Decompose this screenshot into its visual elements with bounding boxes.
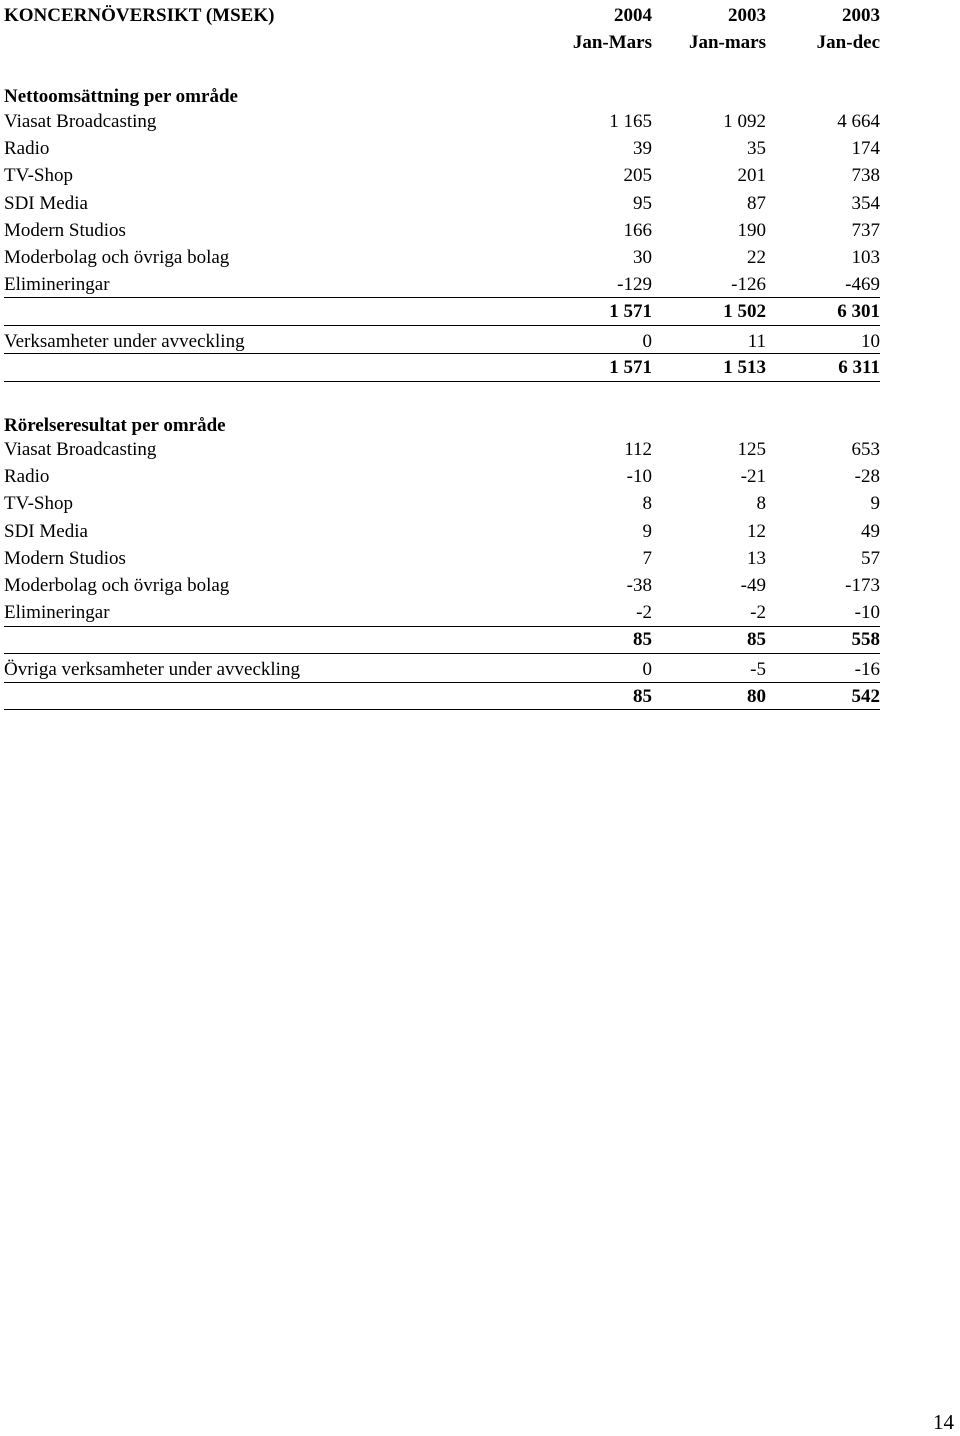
row-value-v3: 738: [851, 165, 880, 187]
table-row: [4, 599, 880, 626]
row-value-v1: 95: [633, 192, 652, 214]
operating-result-total-row: 85 80 542: [633, 686, 880, 707]
row-value-v2: -126: [731, 274, 766, 296]
col3-year: 2003: [842, 5, 880, 26]
row-value-v1: 7: [642, 547, 652, 569]
row-label: Modern Studios: [4, 219, 126, 241]
row-value-v1: -2: [636, 602, 652, 624]
row-label: Radio: [4, 138, 50, 160]
row-value-v2: 201: [737, 165, 766, 187]
row-value-v3: 57: [861, 547, 880, 569]
table-row: [4, 244, 880, 271]
table-row: [4, 436, 880, 463]
divider: [4, 653, 880, 654]
col1-period: Jan-Mars: [572, 32, 652, 53]
row-value-v1: 112: [624, 439, 652, 460]
row-value-v2: 87: [747, 192, 766, 214]
row-value-v2: 12: [747, 520, 766, 542]
table-row: [4, 490, 880, 517]
row-value-v2: 8: [756, 493, 766, 515]
row-value-v1: 166: [623, 219, 652, 241]
row-value-v3: 653: [851, 439, 880, 460]
divider: [4, 709, 880, 710]
row-value-v3: 174: [851, 138, 880, 160]
table-row: [4, 190, 880, 217]
table-title: KONCERNÖVERSIKT (MSEK): [4, 5, 275, 26]
row-value-v3: 354: [851, 192, 880, 214]
table-row: [4, 271, 880, 298]
row-label: Viasat Broadcasting: [4, 111, 157, 132]
row-value-v2: 35: [747, 138, 766, 160]
row-value-v1: 30: [633, 247, 652, 268]
col1-year: 2004: [614, 5, 652, 26]
row-value-v3: -28: [854, 466, 880, 488]
divider: [4, 381, 880, 382]
row-value-v2: -21: [740, 466, 766, 488]
col2-year: 2003: [728, 5, 766, 26]
row-value-v3: -173: [845, 575, 880, 596]
table-row: [4, 108, 880, 135]
row-label: Moderbolag och övriga bolag: [4, 575, 230, 596]
row-label: SDI Media: [4, 192, 88, 214]
row-value-v1: 9: [642, 520, 652, 542]
table-row: [4, 162, 880, 189]
divider: [4, 325, 880, 326]
row-value-v3: -469: [845, 274, 880, 296]
row-value-v1: -38: [626, 575, 652, 596]
net-sales-subtotal-row: 1 571 1 502 6 301: [609, 301, 880, 322]
row-value-v2: -2: [750, 602, 766, 624]
operating-result-discontinued-row: Övriga verksamheter under avveckling 0 -5 -16: [4, 659, 880, 680]
row-label: SDI Media: [4, 520, 88, 542]
page-number: 14: [933, 1410, 954, 1434]
row-value-v2: 13: [747, 547, 766, 569]
row-value-v1: 39: [633, 138, 652, 160]
row-label: Moderbolag och övriga bolag: [4, 247, 230, 268]
row-value-v1: 1 165: [609, 111, 652, 132]
table-row: [4, 135, 880, 162]
row-value-v1: 8: [642, 493, 652, 515]
row-value-v3: 9: [870, 493, 880, 515]
row-value-v1: -129: [617, 274, 652, 296]
col3-period: Jan-dec: [816, 32, 880, 53]
section-heading-operating-result: Rörelseresultat per område: [4, 415, 226, 436]
row-label: Modern Studios: [4, 547, 126, 569]
row-label: TV-Shop: [4, 165, 73, 187]
row-label: Elimineringar: [4, 602, 110, 624]
row-label: Elimineringar: [4, 274, 110, 296]
row-value-v3: 4 664: [837, 111, 880, 132]
row-value-v1: 205: [623, 165, 652, 187]
row-value-v2: 1 092: [723, 111, 766, 132]
net-sales-discontinued-row: Verksamheter under avveckling 0 11 10: [4, 331, 880, 352]
row-label: TV-Shop: [4, 493, 73, 515]
section-heading-net-sales: Nettoomsättning per område: [4, 86, 238, 107]
row-value-v3: 737: [851, 219, 880, 241]
row-value-v2: -49: [740, 575, 766, 596]
row-value-v3: 103: [851, 247, 880, 268]
table-row: [4, 217, 880, 244]
operating-result-subtotal-row: 85 85 558: [633, 629, 880, 650]
table-row: [4, 518, 880, 545]
row-label: Viasat Broadcasting: [4, 439, 157, 460]
header-row-periods: [4, 29, 880, 56]
col2-period: Jan-mars: [688, 32, 766, 53]
row-value-v2: 190: [737, 219, 766, 241]
row-value-v2: 22: [747, 247, 766, 268]
row-value-v3: 49: [861, 520, 880, 542]
row-value-v1: -10: [626, 466, 652, 488]
row-label: Radio: [4, 466, 50, 488]
table-row: [4, 545, 880, 572]
net-sales-total-row: 1 571 1 513 6 311: [609, 357, 880, 378]
row-value-v2: 125: [737, 439, 766, 460]
table-row: [4, 463, 880, 490]
header-row-years: [4, 2, 880, 29]
table-row: [4, 572, 880, 599]
row-value-v3: -10: [854, 602, 880, 624]
